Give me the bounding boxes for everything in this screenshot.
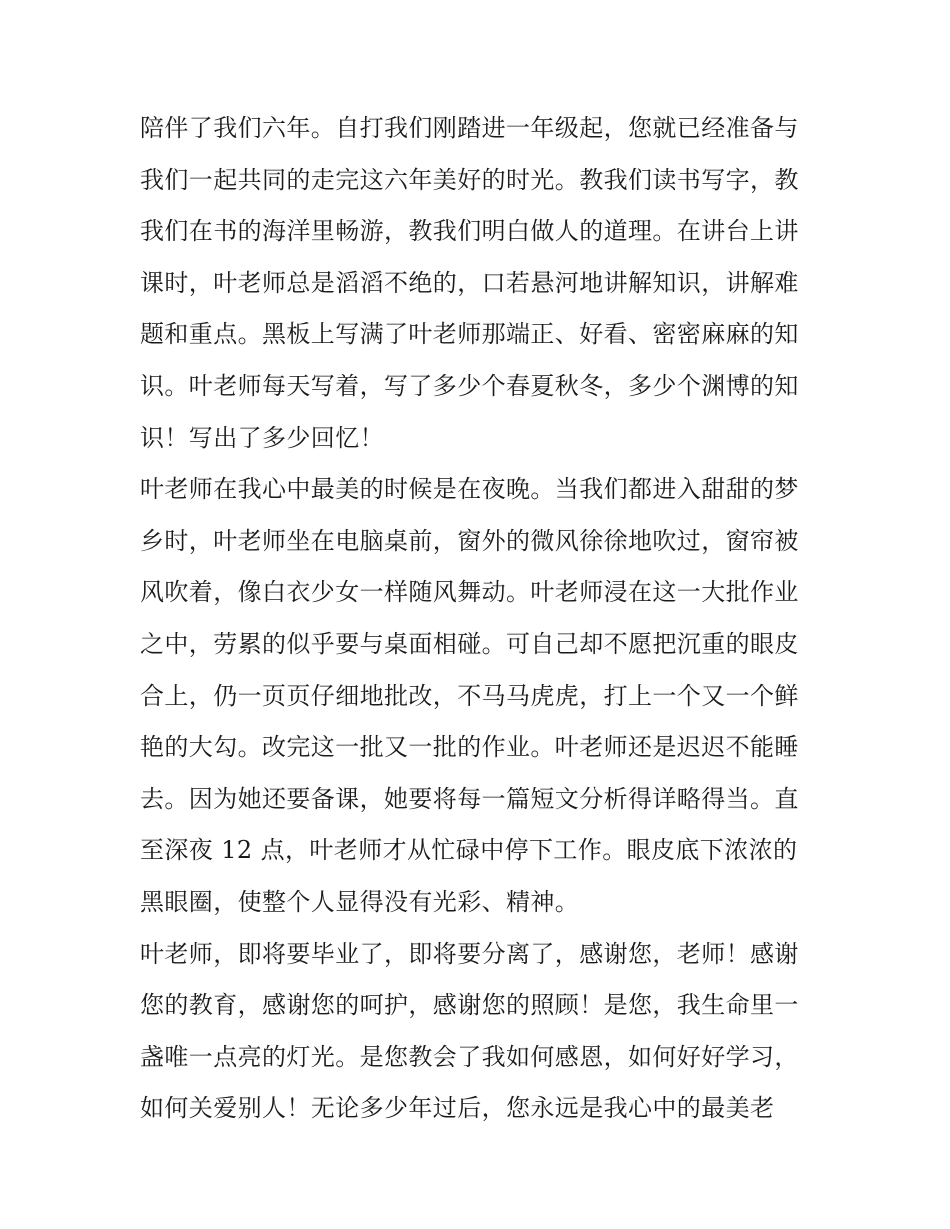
- text-line: 叶老师在我心中最美的时候是在夜晚。当我们都进入甜甜的梦: [140, 475, 799, 504]
- paragraph-1: [140, 103, 820, 464]
- text-line: 乡时，叶老师坐在电脑桌前，窗外的微风徐徐地吹过，窗帘被: [140, 526, 799, 555]
- paragraph-3: [140, 929, 820, 1135]
- text-line: 识。叶老师每天写着，写了多少个春夏秋冬，多少个渊博的知: [140, 371, 799, 400]
- text-line: 陪伴了我们六年。自打我们刚踏进一年级起，您就已经准备与: [140, 114, 799, 142]
- text-line: 盏唯一点亮的灯光。是您教会了我如何感恩，如何好好学习，: [140, 1042, 799, 1071]
- text-line: 艳的大勾。改完这一批又一批的作业。叶老师还是迟迟不能睡: [140, 733, 799, 762]
- text-line: 您的教育，感谢您的呵护，感谢您的照顾！是您，我生命里一: [140, 991, 799, 1020]
- text-line: 我们在书的海洋里畅游，教我们明白做人的道理。在讲台上讲: [140, 217, 799, 246]
- text-line: 识！写出了多少回忆！: [140, 423, 384, 452]
- document-body: [140, 103, 820, 1135]
- text-line: 风吹着，像白衣少女一样随风舞动。叶老师浸在这一大批作业: [140, 578, 799, 607]
- text-line: 题和重点。黑板上写满了叶老师那端正、好看、密密麻麻的知: [140, 320, 799, 349]
- paragraph-2: [140, 464, 820, 928]
- text-line: 之中，劳累的似乎要与桌面相碰。可自己却不愿把沉重的眼皮: [140, 629, 799, 658]
- text-line: 至深夜 12 点，叶老师才从忙碌中停下工作。眼皮底下浓浓的: [140, 836, 798, 865]
- text-line: 合上，仍一页页仔细地批改，不马马虎虎，打上一个又一个鲜: [140, 681, 799, 710]
- text-line: 课时，叶老师总是滔滔不绝的，口若悬河地讲解知识，讲解难: [140, 268, 799, 297]
- text-line: 黑眼圈，使整个人显得没有光彩、精神。: [140, 887, 580, 916]
- text-line: 如何关爱别人！无论多少年过后，您永远是我心中的最美老: [140, 1094, 775, 1123]
- text-line: 叶老师，即将要毕业了，即将要分离了，感谢您，老师！感谢: [140, 939, 799, 968]
- text-line: 我们一起共同的走完这六年美好的时光。教我们读书写字，教: [140, 165, 799, 194]
- text-line: 去。因为她还要备课，她要将每一篇短文分析得详略得当。直: [140, 784, 799, 813]
